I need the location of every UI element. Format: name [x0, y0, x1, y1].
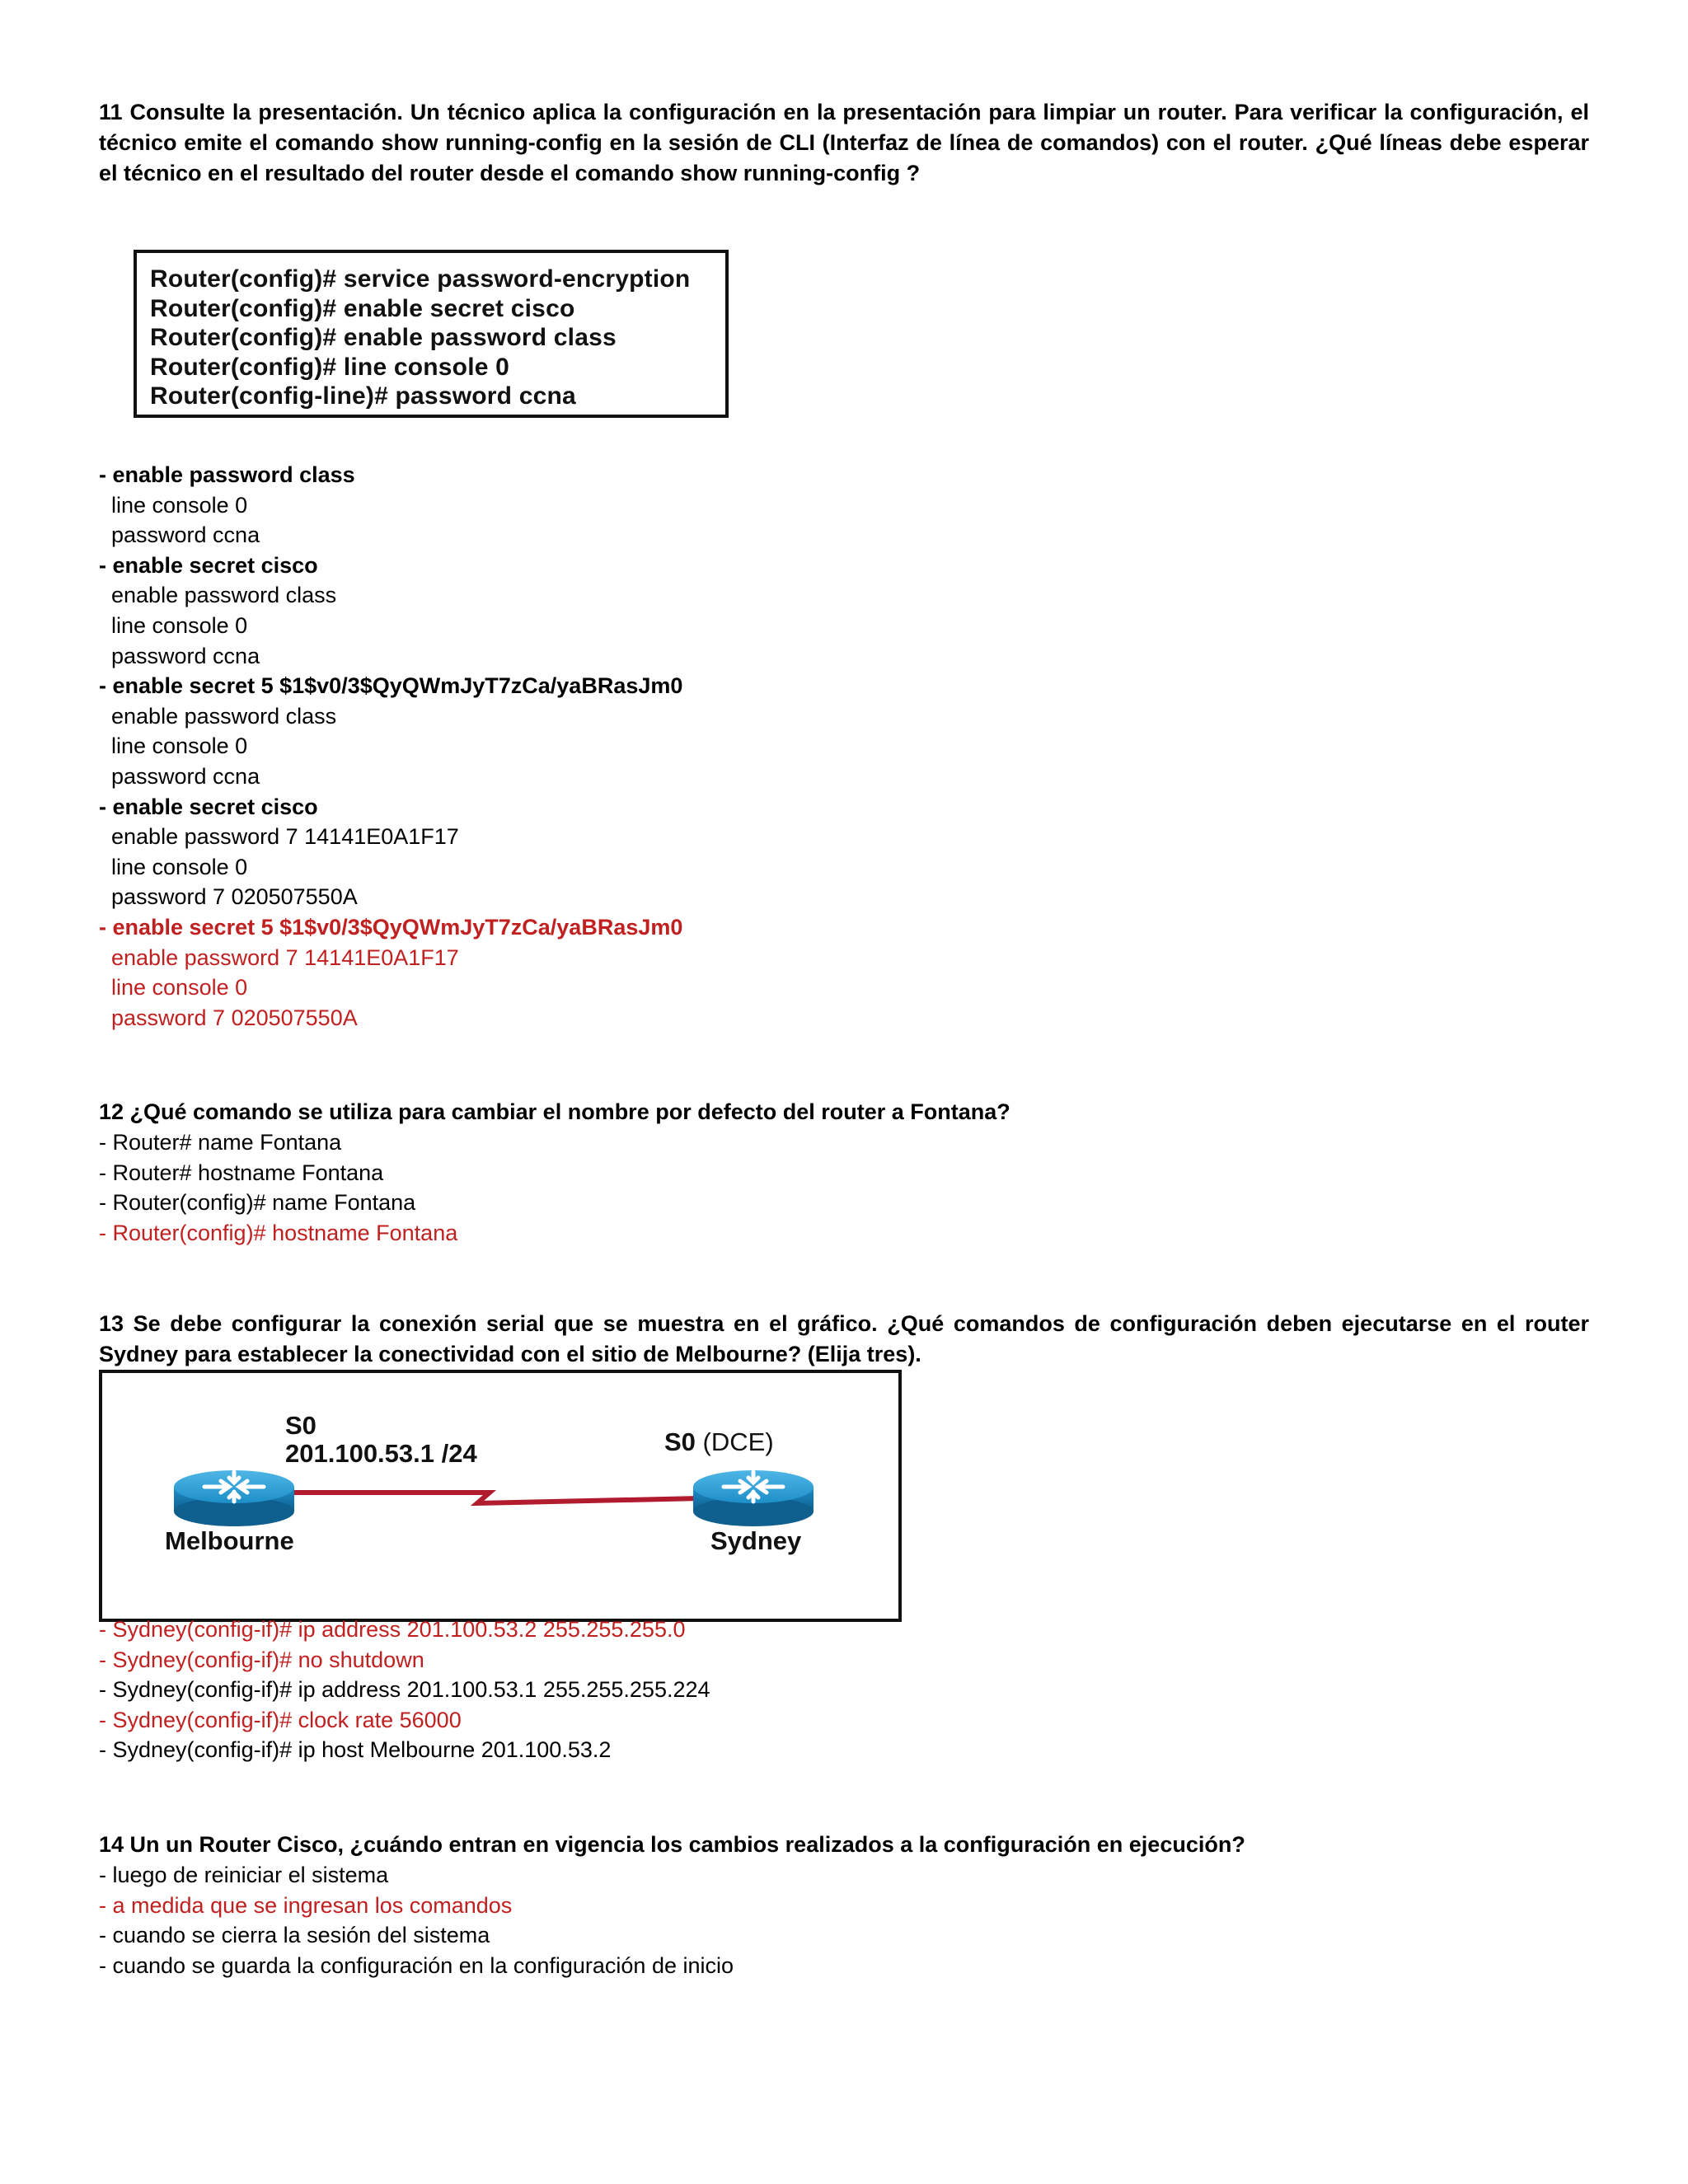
answer-option: - cuando se guarda la configuración en la configuración de inicio — [99, 1952, 734, 1978]
question-11-title: 11 Consulte la presentación. Un técnico aplica la configuración en la presentación para limpiar un router. Para verificar la configuración, el técnico emite el comando show running-config en la sesión de CLI (Interfaz de línea de comandos) con el router. ¿Qué líneas debe esperar el técnico en el resultado del router desde el comando show running-config ? — [99, 100, 1589, 185]
melbourne-interface-label: S0 — [285, 1411, 316, 1440]
option-line: - enable secret cisco — [99, 552, 318, 578]
answer-option-correct: - a medida que se ingresan los comandos — [99, 1892, 513, 1918]
cli-line: Router(config)# line console 0 — [150, 353, 510, 381]
question-12-title: 12 ¿Qué comando se utiliza para cambiar el nombre por defecto del router a Fontana? — [99, 1099, 1010, 1124]
answer-option-correct: - Sydney(config-if)# clock rate 56000 — [99, 1707, 462, 1732]
answer-option-b — [99, 551, 682, 671]
option-line: enable password 7 14141E0A1F17 — [111, 824, 459, 850]
question-11-options — [99, 460, 682, 1033]
cli-line: Router(config-line)# password ccna — [150, 382, 576, 410]
option-line: enable password 7 14141E0A1F17 — [111, 944, 459, 970]
option-line: enable password class — [111, 583, 337, 608]
melbourne-ip-label: 201.100.53.1 /24 — [285, 1439, 477, 1468]
option-line: - enable secret 5 $1$v0/3$QyQWmJyT7zCa/yaBRasJm0 — [99, 914, 683, 940]
answer-option-d — [99, 792, 682, 912]
serial-link — [278, 1493, 701, 1503]
answer-option-correct: - Router(config)# hostname Fontana — [99, 1220, 458, 1245]
answer-option: - Sydney(config-if)# ip host Melbourne 201.100.53.2 — [99, 1737, 612, 1763]
question-13-options — [99, 1615, 710, 1765]
answer-option-correct: - Sydney(config-if)# no shutdown — [99, 1647, 424, 1672]
option-line: password 7 020507550A — [111, 1005, 358, 1030]
answer-option: - Sydney(config-if)# ip address 201.100.53.1 255.255.255.224 — [99, 1677, 710, 1703]
network-diagram-svg — [102, 1373, 898, 1619]
option-line: password 7 020507550A — [111, 884, 358, 910]
answer-option-correct: - Sydney(config-if)# ip address 201.100.53.2 255.255.255.0 — [99, 1617, 686, 1642]
answer-option: - cuando se cierra la sesión del sistema — [99, 1923, 490, 1948]
router-icon — [174, 1470, 294, 1526]
option-line: password ccna — [111, 643, 260, 668]
sydney-router-label: Sydney — [710, 1526, 802, 1555]
question-14-title: 14 Un un Router Cisco, ¿cuándo entran en vigencia los cambios realizados a la configuración en ejecución? — [99, 1832, 1245, 1857]
answer-option: - Router(config)# name Fontana — [99, 1190, 416, 1216]
router-icon — [693, 1470, 814, 1526]
question-13-title: 13 Se debe configurar la conexión serial que se muestra en el gráfico. ¿Qué comandos de configuración deben ejecutarse en el router Sydney para establecer la conectividad con el sitio de Melbourne? (Elija tres). — [99, 1311, 1589, 1366]
option-line: - enable secret 5 $1$v0/3$QyQWmJyT7zCa/yaBRasJm0 — [99, 673, 683, 699]
cli-line: Router(config)# enable secret cisco — [150, 294, 575, 322]
answer-option: - Router# hostname Fontana — [99, 1160, 384, 1185]
option-line: password ccna — [111, 763, 260, 789]
answer-option-e-correct — [99, 912, 682, 1033]
option-line: line console 0 — [111, 612, 248, 638]
answer-option: - Router# name Fontana — [99, 1130, 342, 1155]
option-line: - enable password class — [99, 462, 355, 487]
option-line: line console 0 — [111, 854, 248, 879]
answer-option: - luego de reiniciar el sistema — [99, 1863, 389, 1887]
cli-line: Router(config)# service password-encryption — [150, 265, 691, 293]
melbourne-router-label: Melbourne — [165, 1526, 294, 1555]
option-line: line console 0 — [111, 733, 248, 759]
network-diagram — [99, 1370, 902, 1622]
option-line: enable password class — [111, 703, 337, 729]
sydney-interface-name: S0 — [664, 1427, 696, 1456]
cli-line: Router(config)# enable password class — [150, 324, 617, 351]
question-12-options — [99, 1127, 457, 1248]
option-line: - enable secret cisco — [99, 794, 318, 819]
question-14-options — [99, 1860, 734, 1980]
option-line: line console 0 — [111, 975, 248, 1001]
sydney-dce-label: (DCE) — [702, 1427, 774, 1456]
sydney-interface-label — [664, 1427, 774, 1457]
option-line: line console 0 — [111, 492, 248, 518]
answer-option-c — [99, 671, 682, 791]
answer-option-a — [99, 460, 682, 551]
option-line: password ccna — [111, 523, 260, 548]
cli-exhibit — [134, 250, 729, 418]
